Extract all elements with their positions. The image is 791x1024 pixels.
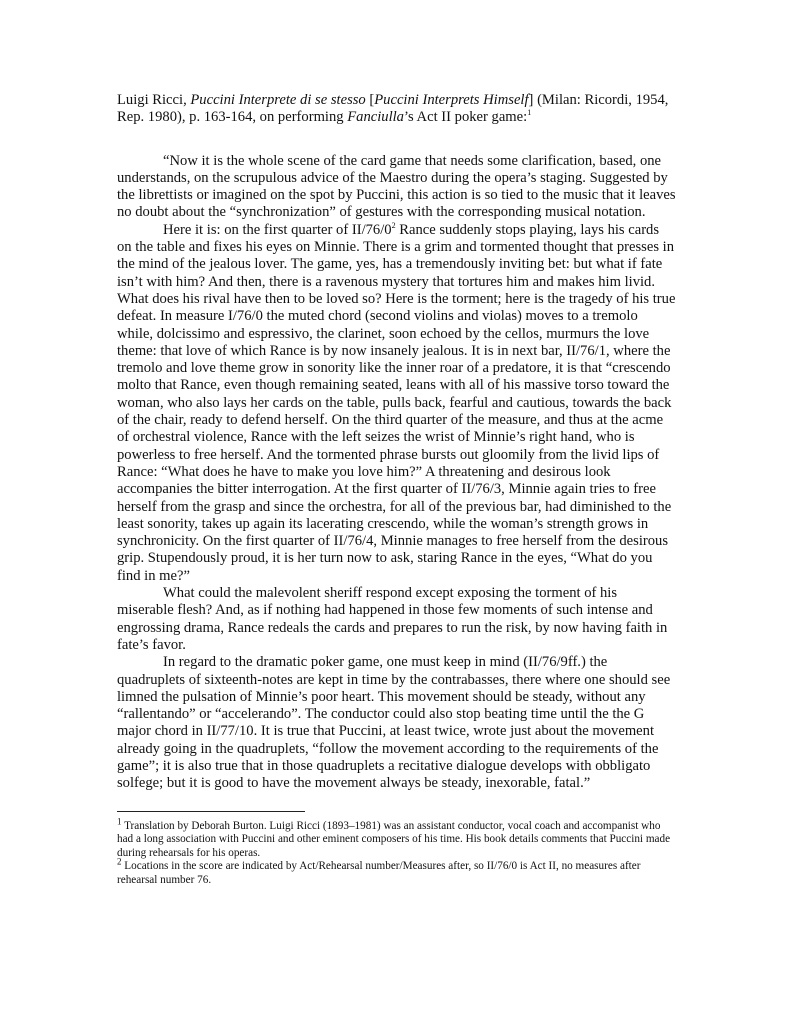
citation [117,92,677,127]
footnote-2-text: Locations in the score are indicated by Act/Rehearsal number/Measures after, so II/76/0 is Act II, no measures after rehearsal number 76. [117,860,641,886]
footnote-ref-2[interactable]: 2 [391,220,396,230]
paragraph-2 [117,222,677,585]
paragraph-2-rest: Rance suddenly stops playing, lays his cards on the table and fixes his eyes on Minnie. There is a grim and tormented thought that presses in the mind of the jealous lover. The game, yes, has a tremendously inviting bet: but what if fate isn’t with him? And then, there is a ravenous mystery that tortures him and makes him livid. What does his rival have then to be loved so? Here is the torment; here is the tragedy of his true defeat. In measure I/76/0 the muted chord (second violins and violas) moves to a tremolo while, dolcissimo and espressivo, the clarinet, soon echoed by the cellos, murmurs the love theme: that love of which Rance is by now insanely jealous. It is in next bar, II/76/1, where the tremolo and love theme grow in sonority like the inner roar of a predatore, it is that “crescendo molto that Rance, even though remaining seated, leans with all of his massive torso toward the woman, who also lays her cards on the table, pulls back, fearful and cautious, towards the back of the chair, ready to defend herself. On the third quarter of the measure, and thus at the acme of orchestral violence, Rance with the left seizes the wrist of Minnie’s right hand, who is powerless to free herself. And the tormented phrase bursts out gloomily from the livid lips of Rance: “What does he have to make you love him?” A threatening and desirous look accompanies the bitter interrogation. At the first quarter of II/76/3, Minnie again tries to free herself from the grasp and since the orchestra, for all of the previous bar, had diminished to the least sonority, takes up again its lacerating crescendo, while the woman’s strength grows in synchronicity. On the first quarter of II/76/4, Minnie manages to free herself from the desirous grip. Stupendously proud, it is her turn now to ask, staring Rance in the eyes, “What do you find in me?” [117,221,676,584]
footnote-1-text: Translation by Deborah Burton. Luigi Ricci (1893–1981) was an assistant conductor, vocal coach and accompanist who had a long association with Puccini and other eminent composers of his time. His book details comments that Puccini made during rehearsals for his operas. [117,819,671,859]
paragraph-2-start: Here it is: on the first quarter of II/76/0 [163,221,392,238]
paragraph-3: What could the malevolent sheriff respond except exposing the torment of his miserable flesh? And, as if nothing had happened in those few moments of such intense and engrossing drama, Rance redeals the cards and prepares to run the risk, by now having faith in fate’s favor. [117,585,668,653]
citation-title-italian: Puccini Interprete di se stesso [190,92,366,108]
citation-close-bracket: ] [528,92,534,108]
footnote-2 [117,856,677,887]
footnote-1 [117,815,677,861]
footnote-2-mark: 2 [117,856,122,867]
footnote-1-mark: 1 [117,815,122,826]
document-page [117,92,677,888]
footnote-divider [117,811,305,812]
citation-publication: (Milan: Ricordi, 1954, Rep. 1980), p. 163-164, on performing [117,92,669,126]
citation-open-bracket: [ [365,92,375,108]
citation-opera-title: Fanciulla [347,109,404,126]
citation-author: Luigi Ricci, [117,92,191,108]
footnote-ref-1[interactable]: 1 [527,108,532,118]
paragraph-4: In regard to the dramatic poker game, one must keep in mind (II/76/9ff.) the quadruplets of sixteenth-notes are kept in time by the contrabasses, there where one should see limned the pulsation of Minnie’s poor heart. This movement should be steady, without any “rallentando” or “accelerando”. The conductor could also stop beating time until the the G major chord in II/77/10. It is true that Puccini, at least twice, wrote just about the movement already going in the quadruplets, “follow the movement according to the requirements of the game”; it is also true that in those quadruplets a recitative dialogue develops with obbligato solfege; but it is good to have the movement always be steady, inexorable, fatal.” [117,654,671,792]
citation-title-english: Puccini Interprets Himself [374,92,529,108]
paragraph-1: “Now it is the whole scene of the card game that needs some clarification, based, one understands, on the scrupulous advice of the Maestro during the opera’s staging. Suggested by the librettists or imagined on the spot by Puccini, this action is so tied to the music that it leaves no doubt about the “synchronization” of gestures with the corresponding musical notation. [117,152,676,221]
citation-tail: ’s Act II poker game: [403,109,528,126]
